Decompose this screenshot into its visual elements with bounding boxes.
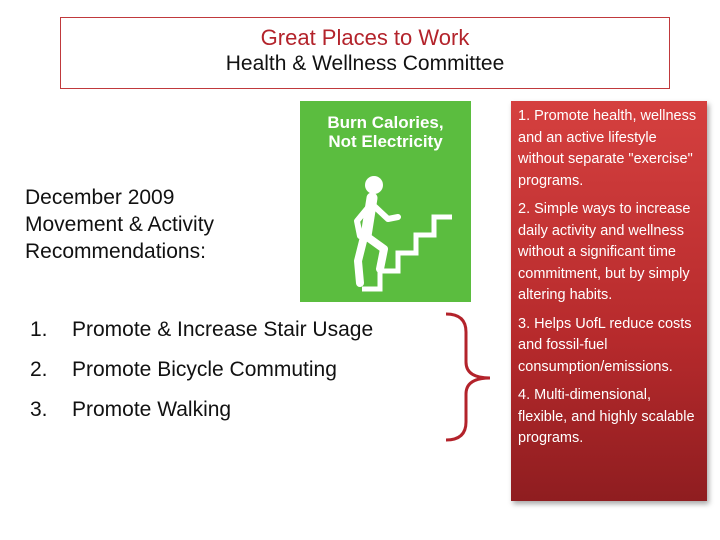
heading-line2: Movement & Activity	[25, 213, 215, 236]
sign-text-line2: Not Electricity	[328, 132, 443, 151]
heading-line3: Recommendations:	[25, 240, 206, 263]
title-box	[60, 17, 670, 89]
list-item-number: 1.	[30, 318, 48, 341]
list-item-number: 3.	[30, 398, 48, 421]
benefit-note: 3. Helps UofL reduce costs and fossil-fuel consumption/emissions.	[518, 315, 692, 375]
list-item-text: Promote & Increase Stair Usage	[72, 318, 374, 341]
person-climbing-stairs-icon	[300, 101, 471, 302]
slide-title: Great Places to Work	[260, 25, 470, 50]
benefit-note: 1. Promote health, wellness and an active lifestyle without separate "exercise" programs.	[518, 108, 697, 189]
list-item	[30, 350, 450, 390]
list-item-text: Promote Walking	[72, 398, 232, 421]
slide-subtitle: Health & Wellness Committee	[225, 52, 505, 75]
benefits-box	[511, 101, 707, 501]
sign-text-line1: Burn Calories,	[327, 113, 444, 132]
list-item	[30, 310, 450, 350]
heading-line1: December 2009	[25, 186, 175, 209]
benefit-note: 4. Multi-dimensional, flexible, and highly scalable programs.	[518, 387, 695, 446]
right-brace-icon	[440, 310, 510, 445]
list-item-number: 2.	[30, 358, 48, 381]
recommendations-list	[30, 310, 450, 430]
stair-sign	[300, 101, 471, 302]
list-item	[30, 390, 450, 430]
benefit-note: 2. Simple ways to increase daily activity and wellness without a significant time commitment, but by simply altering habits.	[518, 201, 691, 303]
list-item-text: Promote Bicycle Commuting	[72, 358, 337, 381]
recommendations-heading	[25, 184, 295, 265]
